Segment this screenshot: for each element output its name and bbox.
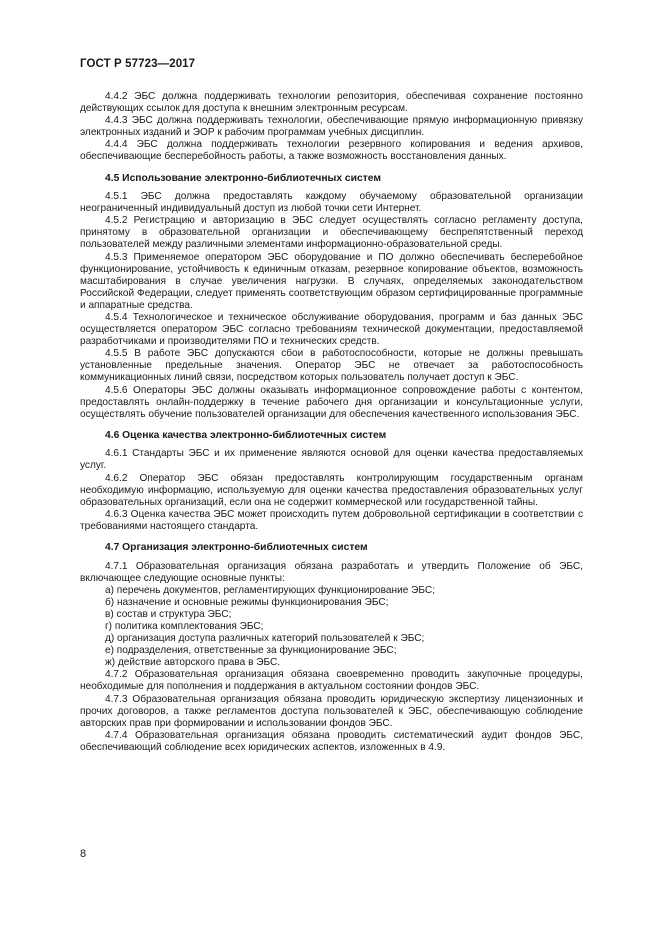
list-item: ж) действие авторского права в ЭБС. (105, 657, 281, 669)
paragraph-4-5-1: 4.5.1 ЭБС должна предоставлять каждому обучаемому образовательной организации неограниченный индивидуальный доступ из любой точки сети Интернет. (80, 191, 583, 215)
list-item: г) политика комплектования ЭБС; (105, 620, 264, 632)
paragraph-4-7-4: 4.7.4 Образовательная организация обязана проводить систематический аудит фондов ЭБС, обеспечивающий соблюдение всех юридических аспектов, изложенных в 4.9. (80, 729, 583, 753)
paragraph-4-7-2: 4.7.2 Образовательная организация обязана своевременно проводить закупочные процедуры, необходимые для пополнения и поддержания в актуальном состоянии фондов ЭБС. (80, 669, 583, 693)
paragraph-4-5-3: 4.5.3 Применяемое оператором ЭБС оборудование и ПО должно обеспечивать бесперебойное функционирование, устойчивость к единичным отказам, резервное копирование объектов, возможность масштабирования в случае увеличения нагрузки. В случаях, определяемых законодательством Российской Федерации, следует применять соответствующим образом сертифицированные программные и аппаратные средства. (80, 251, 583, 311)
paragraph-4-5-6: 4.5.6 Операторы ЭБС должны оказывать информационное сопровождение работы с контентом, предоставлять онлайн-поддержку в течение рабочего дня организации и консультационные услуги, осуществлять обучение пользователей организации для обеспечения качественного использования ЭБС. (80, 384, 583, 420)
document-header: ГОСТ Р 57723—2017 (80, 58, 196, 70)
list-item: в) состав и структура ЭБС; (105, 608, 232, 620)
paragraph-4-7-1: 4.7.1 Образовательная организация обязана разработать и утвердить Положение об ЭБС, включающее следующие основные пункты: (80, 560, 583, 584)
section-heading-4-7: 4.7 Организация электронно-библиотечных систем (105, 542, 368, 553)
section-heading-4-6: 4.6 Оценка качества электронно-библиотечных систем (105, 429, 387, 441)
paragraph-4-5-5: 4.5.5 В работе ЭБС допускаются сбои в работоспособности, которые не должны превышать установленные предельные значения. Оператор ЭБС не отвечает за работоспособность коммуникационных линий связи, посредством которых пользователь получает доступ к ЭБС. (80, 348, 583, 384)
paragraph-4-5-4: 4.5.4 Технологическое и техническое обслуживание оборудования, программ и баз данных ЭБС осуществляется оператором ЭБС согласно требованиям технической документации, предоставляемой разработчиками и производителями ПО и технических средств. (80, 312, 583, 348)
paragraph-4-6-3: 4.6.3 Оценка качества ЭБС может происходить путем добровольной сертификации в соответствии с требованиями настоящего стандарта. (80, 508, 583, 532)
page-number: 8 (80, 848, 87, 860)
paragraph-4-4-2: 4.4.2 ЭБС должна поддерживать технологии репозитория, обеспечивая сохранение постоянно действующих ссылок для доступа к внешним электронным ресурсам. (80, 91, 583, 115)
list-item: а) перечень документов, регламентирующих функционирование ЭБС; (105, 584, 435, 596)
paragraph-4-6-2: 4.6.2 Оператор ЭБС обязан предоставлять контролирующим государственным органам необходимую информацию, используемую для оценки качества предоставления образовательных услуг образовательных организаций, если она не содержит коммерческой или государственной тайны. (80, 472, 583, 508)
list-item: д) организация доступа различных категорий пользователей к ЭБС; (105, 633, 425, 645)
paragraph-4-7-3: 4.7.3 Образовательная организация обязана проводить юридическую экспертизу лицензионных и прочих договоров, а также регламентов доступа пользователей к ЭБС, обеспечивающую соблюдение авторских прав при формировании и использовании фондов ЭБС. (80, 693, 583, 729)
list-item: б) назначение и основные режимы функционирования ЭБС; (105, 596, 389, 608)
paragraph-4-5-2: 4.5.2 Регистрацию и авторизацию в ЭБС следует осуществлять согласно регламенту доступа, принятому в образовательной организации и обеспечивающему беспрепятственный переход пользователей между различными элементами информационно-образовательной среды. (80, 215, 583, 251)
section-4-5 (80, 173, 583, 421)
list-item: е) подразделения, ответственные за функционирование ЭБС; (105, 645, 397, 657)
document-body (80, 91, 583, 754)
section-4-4-continuation (80, 91, 583, 164)
section-4-7 (80, 542, 583, 754)
section-heading-4-5: 4.5 Использование электронно-библиотечных систем (105, 172, 381, 184)
paragraph-4-4-3: 4.4.3 ЭБС должна поддерживать технологии, обеспечивающие прямую информационную привязку электронных изданий и ЭОР к рабочим программам учебных дисциплин. (80, 115, 583, 139)
section-4-6 (80, 430, 583, 533)
paragraph-4-6-1: 4.6.1 Стандарты ЭБС и их применение являются основой для оценки качества предоставляемых услуг. (80, 448, 583, 472)
paragraph-4-4-4: 4.4.4 ЭБС должна поддерживать технологии резервного копирования и ведения архивов, обеспечивающие бесперебойность работы, а также возможность восстановления данных. (80, 139, 583, 163)
